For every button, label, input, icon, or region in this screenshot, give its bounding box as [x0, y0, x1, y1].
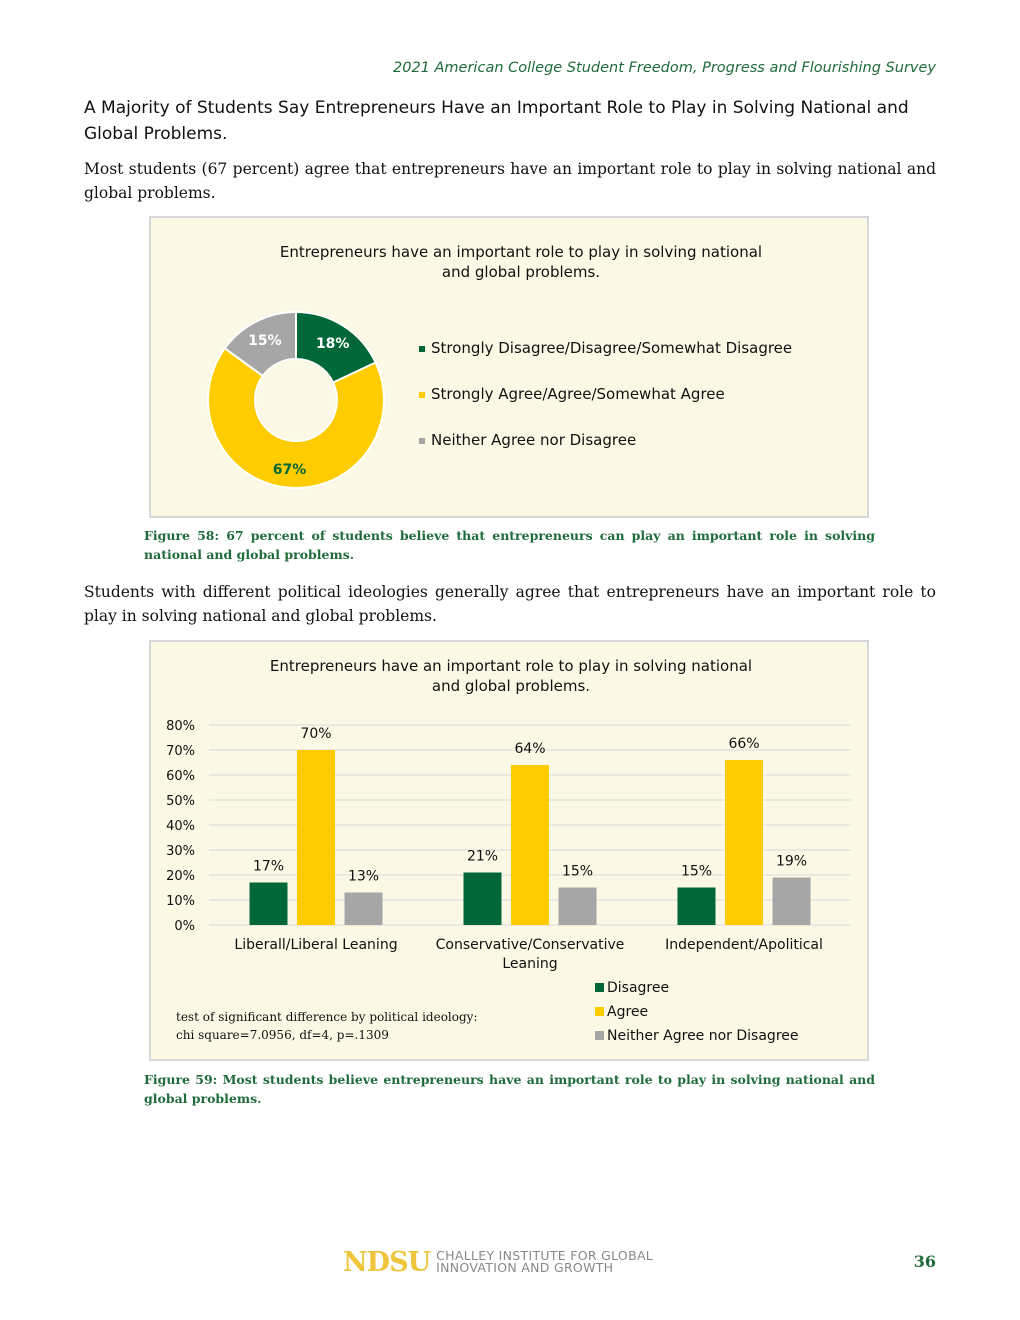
- institute-line1: CHALLEY INSTITUTE FOR GLOBAL: [436, 1248, 654, 1263]
- donut-title-line1: Entrepreneurs have an important role to play in solving national: [279, 243, 763, 261]
- bar-x-axis-labels: [234, 937, 822, 972]
- bar-agree-3: [725, 760, 763, 925]
- footer-logo: [343, 1246, 653, 1278]
- y-tick-label: 50%: [166, 794, 195, 809]
- bar-value-label: 15%: [561, 863, 594, 880]
- bar-legend-label-1: Disagree: [607, 980, 670, 996]
- donut-legend: [419, 339, 792, 449]
- page-number: 36: [913, 1252, 936, 1271]
- donut-chart: [151, 218, 867, 516]
- donut-label-1: 18%: [315, 336, 350, 353]
- significance-note-line2: chi square=7.0956, df=4, p=.1309: [176, 1028, 389, 1042]
- bar-value-label: 15%: [680, 863, 713, 880]
- bar-title-line2: and global problems.: [431, 677, 591, 695]
- bar-legend-label-2: Agree: [607, 1004, 649, 1020]
- donut-legend-label-2: Strongly Agree/Agree/Somewhat Agree: [431, 385, 725, 403]
- bar-value-label: 21%: [466, 848, 499, 865]
- x-category-label: Conservative/Conservative: [435, 937, 625, 953]
- bar-value-label: 17%: [252, 858, 285, 875]
- y-tick-label: 60%: [166, 769, 195, 784]
- intro-paragraph: Most students (67 percent) agree that entrepreneurs have an important role to play in solving national and global problems.: [84, 160, 936, 202]
- bar-value-label: 13%: [347, 868, 380, 885]
- bar-value-label: 70%: [300, 726, 332, 742]
- y-tick-label: 70%: [166, 744, 195, 759]
- bar-legend: [595, 980, 799, 1044]
- donut-legend-swatch-1: [419, 346, 425, 352]
- bar-marks: [250, 726, 811, 925]
- x-category-label: Leaning: [502, 956, 558, 972]
- institute-name: [436, 1250, 653, 1274]
- x-category-label: Liberall/Liberal Leaning: [234, 937, 398, 953]
- bar-legend-swatch-2: [595, 1007, 604, 1016]
- bar-agree-1: [297, 750, 335, 925]
- bar-value-label: 66%: [728, 736, 760, 752]
- x-category-label: Independent/Apolitical: [665, 937, 823, 953]
- y-tick-label: 40%: [166, 819, 195, 834]
- donut-title-line2: and global problems.: [441, 263, 601, 281]
- institute-line2: INNOVATION AND GROWTH: [436, 1260, 614, 1275]
- bar-legend-swatch-3: [595, 1031, 604, 1040]
- bar-agree-2: [511, 765, 549, 925]
- running-header: 2021 American College Student Freedom, Progress and Flourishing Survey: [393, 60, 936, 76]
- y-tick-label: 0%: [174, 919, 195, 934]
- bar-chart-panel: [149, 640, 869, 1061]
- bar-y-axis-ticks: [166, 719, 195, 934]
- ideology-paragraph: Students with different political ideologies generally agree that entrepreneurs have an important role to play in solving national and global problems.: [84, 583, 936, 625]
- bar-disagree-3: [678, 888, 716, 926]
- bar-disagree-2: [464, 873, 502, 926]
- bar-title-line1: Entrepreneurs have an important role to play in solving national: [269, 657, 753, 675]
- donut-label-2: 67%: [272, 462, 307, 479]
- ndsu-logo: NDSU: [343, 1246, 431, 1278]
- donut-label-3: 15%: [248, 332, 282, 349]
- bar-value-label: 64%: [514, 741, 546, 757]
- bar-neither-agree-nor-disagree-1: [345, 893, 383, 926]
- y-tick-label: 20%: [166, 869, 195, 884]
- y-tick-label: 10%: [166, 894, 195, 909]
- bar-value-label: 19%: [775, 853, 808, 870]
- y-tick-label: 30%: [166, 844, 195, 859]
- figure-58-caption: Figure 58: 67 percent of students believe that entrepreneurs can play an important role in solving national and global problems.: [144, 528, 875, 562]
- donut-legend-swatch-2: [419, 392, 425, 398]
- bar-chart: [151, 642, 867, 1059]
- donut-legend-label-3: Neither Agree nor Disagree: [431, 431, 637, 449]
- donut-chart-panel: [149, 216, 869, 518]
- bar-neither-agree-nor-disagree-2: [559, 888, 597, 926]
- bar-legend-label-3: Neither Agree nor Disagree: [607, 1028, 799, 1044]
- bar-disagree-1: [250, 883, 288, 926]
- bar-legend-swatch-1: [595, 983, 604, 992]
- section-title: A Majority of Students Say Entrepreneurs Have an Important Role to Play in Solving National and Global Problems.: [84, 98, 909, 144]
- y-tick-label: 80%: [166, 719, 195, 734]
- donut-legend-swatch-3: [419, 438, 425, 444]
- figure-59-caption: Figure 59: Most students believe entrepreneurs have an important role to play in solving national and global problems.: [144, 1072, 875, 1106]
- bar-neither-agree-nor-disagree-3: [773, 878, 811, 926]
- significance-note-line1: test of significant difference by political ideology:: [176, 1010, 478, 1024]
- donut-legend-label-1: Strongly Disagree/Disagree/Somewhat Disagree: [431, 339, 793, 357]
